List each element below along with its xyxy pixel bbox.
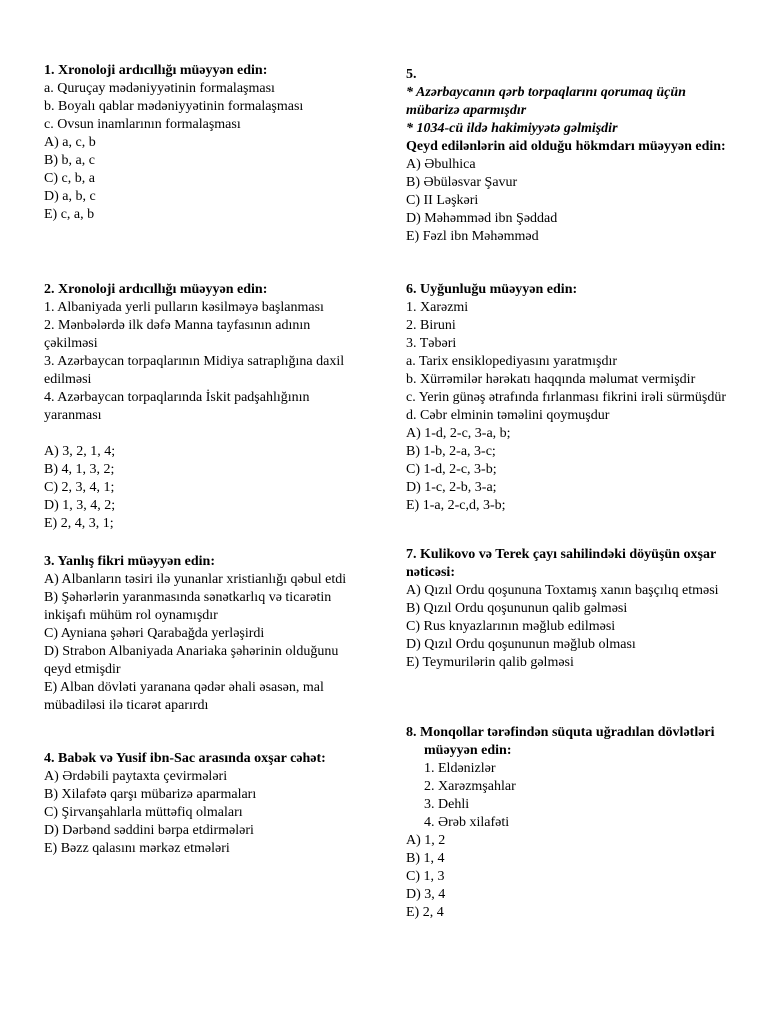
question-3 [44, 553, 364, 715]
question-6-item: 2. Biruni [406, 318, 456, 333]
question-6-item: b. Xürrəmilər hərəkatı haqqında məlumat vermişdir [406, 372, 696, 387]
answer-option-b: B) Şəhərlərin yaranmasında sənətkarlıq və ticarətin inkişafı mühüm rol oynamışdır [44, 590, 332, 623]
question-1-item: a. Quruçay mədəniyyətinin formalaşması [44, 81, 275, 96]
answer-option-a: A) 1-d, 2-c, 3-a, b; [406, 426, 511, 441]
question-8-item: 3. Dehli [424, 797, 470, 812]
answer-option-a: A) Ərdəbili paytaxta çevirmələri [44, 769, 228, 784]
question-8 [406, 724, 736, 922]
question-5-hint: * Azərbaycanın qərb torpaqlarını qorumaq üçün mübarizə aparmışdır [406, 85, 686, 118]
question-6 [406, 281, 726, 515]
question-6-item: 3. Təbəri [406, 336, 457, 351]
question-3-title: 3. Yanlış fikri müəyyən edin: [44, 554, 215, 569]
answer-option-c: C) II Ləşkəri [406, 193, 479, 208]
answer-option-e: E) Teymurilərin qalib gəlməsi [406, 655, 574, 670]
answer-option-a: A) a, c, b [44, 135, 96, 150]
answer-option-b: B) 4, 1, 3, 2; [44, 462, 115, 477]
question-8-item: 1. Eldənizlər [424, 761, 496, 776]
answer-option-e: E) Alban dövləti yaranana qədər əhali əsasən, mal mübadiləsi ilə ticarət aparırdı [44, 680, 324, 713]
answer-option-c: C) Rus knyazlarının məğlub edilməsi [406, 619, 616, 634]
answer-option-e: E) Fəzl ibn Məhəmməd [406, 229, 539, 244]
answer-option-d: D) 1, 3, 4, 2; [44, 498, 116, 513]
question-8-item: 4. Ərəb xilafəti [424, 815, 510, 830]
answer-option-a: A) Qızıl Ordu qoşununa Toxtamış xanın başçılıq etməsi [406, 583, 719, 598]
question-5-title: Qeyd edilənlərin aid olduğu hökmdarı müəyyən edin: [406, 139, 726, 154]
question-6-item: 1. Xarəzmi [406, 300, 469, 315]
question-1-title: 1. Xronoloji ardıcıllığı müəyyən edin: [44, 63, 268, 78]
answer-option-b: B) 1, 4 [406, 851, 445, 866]
answer-option-a: A) 3, 2, 1, 4; [44, 444, 116, 459]
answer-option-b: B) 1-b, 2-a, 3-c; [406, 444, 496, 459]
answer-option-c: C) Şirvanşahlarla müttəfiq olmaları [44, 805, 243, 820]
answer-option-d: D) 1-c, 2-b, 3-a; [406, 480, 497, 495]
answer-option-e: E) 2, 4, 3, 1; [44, 516, 114, 531]
answer-option-c: C) 1-d, 2-c, 3-b; [406, 462, 497, 477]
answer-option-e: E) 1-a, 2-c,d, 3-b; [406, 498, 506, 513]
question-2 [44, 281, 354, 533]
question-6-item: c. Yerin günəş ətrafında fırlanması fikrini irəli sürmüşdür [406, 390, 726, 405]
question-1 [44, 62, 364, 224]
question-4 [44, 750, 364, 858]
spacer [44, 425, 354, 443]
answer-option-b: B) Xilafətə qarşı mübarizə aparmaları [44, 787, 257, 802]
answer-option-b: B) Qızıl Ordu qoşununun qalib gəlməsi [406, 601, 628, 616]
answer-option-d: D) Məhəmməd ibn Şəddad [406, 211, 558, 226]
answer-option-c: C) 2, 3, 4, 1; [44, 480, 115, 495]
question-1-item: b. Boyalı qablar mədəniyyətinin formalaşması [44, 99, 304, 114]
answer-option-d: D) Dərbənd səddini bərpa etdirmələri [44, 823, 254, 838]
answer-option-b: B) Əbüləsvar Şavur [406, 175, 518, 190]
question-2-item: 4. Azərbaycan torpaqlarında İskit padşahlığının yaranması [44, 390, 310, 423]
answer-option-a: A) 1, 2 [406, 833, 446, 848]
answer-option-d: D) Qızıl Ordu qoşununun məğlub olması [406, 637, 636, 652]
question-5-hint: * 1034-cü ildə hakimiyyətə gəlmişdir [406, 121, 618, 136]
answer-option-e: E) Bəzz qalasını mərkəz etmələri [44, 841, 230, 856]
question-2-item: 1. Albaniyada yerli pulların kəsilməyə başlanması [44, 300, 324, 315]
answer-option-d: D) a, b, c [44, 189, 96, 204]
question-8-title: 8. Monqollar tərəfindən süquta uğradılan dövlətləri müəyyən edin: [406, 725, 715, 758]
answer-option-c: C) Ayniana şəhəri Qarabağda yerləşirdi [44, 626, 265, 641]
question-7-title: 7. Kulikovo və Terek çayı sahilindəki döyüşün oxşar nəticəsi: [406, 547, 716, 580]
answer-option-e: E) 2, 4 [406, 905, 444, 920]
question-1-item: c. Ovsun inamlarının formalaşması [44, 117, 241, 132]
question-2-item: 2. Mənbələrdə ilk dəfə Manna tayfasının adının çəkilməsi [44, 318, 311, 351]
answer-option-a: A) Albanların təsiri ilə yunanlar xristianlığı qəbul etdi [44, 572, 347, 587]
answer-option-a: A) Əbulhica [406, 157, 476, 172]
question-5-number: 5. [406, 67, 417, 82]
question-5 [406, 66, 726, 246]
question-6-item: d. Cəbr elminin təməlini qoymuşdur [406, 408, 610, 423]
answer-option-c: C) c, b, a [44, 171, 95, 186]
question-6-title: 6. Uyğunluğu müəyyən edin: [406, 282, 578, 297]
question-2-title: 2. Xronoloji ardıcıllığı müəyyən edin: [44, 282, 268, 297]
question-4-title: 4. Babək və Yusif ibn-Sac arasında oxşar cəhət: [44, 751, 326, 766]
question-6-item: a. Tarix ensiklopediyasını yaratmışdır [406, 354, 618, 369]
question-2-item: 3. Azərbaycan torpaqlarının Midiya satraplığına daxil edilməsi [44, 354, 345, 387]
answer-option-b: B) b, a, c [44, 153, 95, 168]
answer-option-e: E) c, a, b [44, 207, 95, 222]
answer-option-d: D) Strabon Albaniyada Anariaka şəhərinin olduğunu qeyd etmişdir [44, 644, 339, 677]
question-7 [406, 546, 726, 672]
answer-option-d: D) 3, 4 [406, 887, 446, 902]
question-8-item: 2. Xarəzmşahlar [424, 779, 516, 794]
answer-option-c: C) 1, 3 [406, 869, 445, 884]
